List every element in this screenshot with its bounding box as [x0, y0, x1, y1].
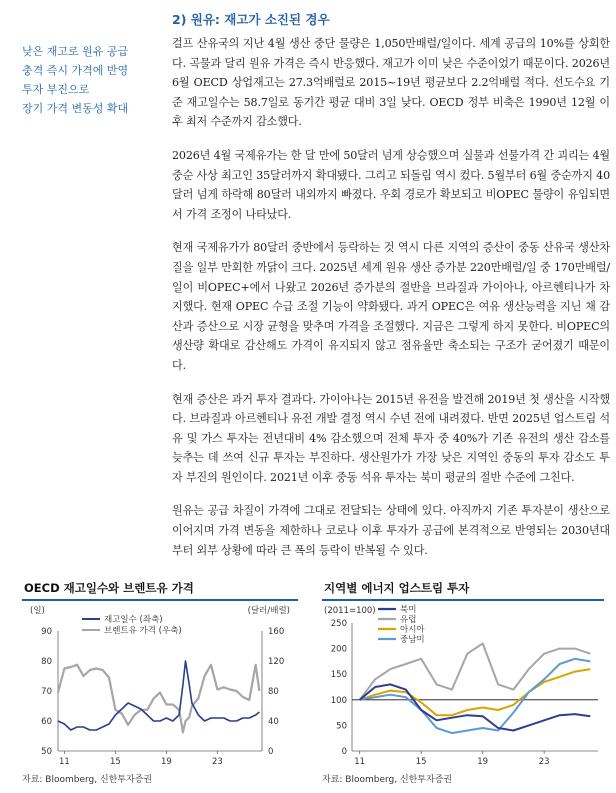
right-tick-label: 0 — [268, 747, 274, 757]
section-title: 2) 원유: 재고가 소진된 경우 — [172, 12, 330, 27]
y-axis-unit: (2011=100) — [324, 606, 376, 616]
left-axis-unit: (일) — [30, 606, 45, 616]
left-tick-label: 70 — [41, 687, 52, 697]
chart-source: 자료: Bloomberg, 신한투자증권 — [322, 775, 453, 785]
sidebar-line: 장기 가격 변동성 확대 — [22, 102, 129, 115]
chart-source: 자료: Bloomberg, 신한투자증권 — [22, 775, 153, 785]
right-tick-label: 40 — [268, 717, 279, 727]
chart-oecd-inventory-brent — [22, 576, 298, 766]
x-tick-label: 19 — [160, 757, 172, 766]
x-tick-label: 23 — [211, 757, 223, 766]
paragraph: 2026년 4월 국제유가는 한 달 만에 50달러 넘게 상승했으며 실물과 선물가격 간 괴리는 4월 중순 사상 최고인 35달러까지 확대됐다. 그리고 되돌림 역시 컸다. 5월부터 6월 중순까지 40달러 넘게 하락해 80달러 내외까지 빠졌다. 우회 경로가 확보되고 비OPEC 물량이 유입되면서 가격 조정이 나타났다. — [172, 148, 610, 221]
right-tick-label: 120 — [268, 657, 285, 667]
legend-label: 재고일수 (좌축) — [104, 615, 163, 625]
paragraph: 현재 국제유가가 80달러 중반에서 등락하는 것 역시 다른 지역의 증산이 중동 산유국 생산차질을 일부 만회한 까닭이 크다. 2025년 세계 원유 생산 증가분 220만배럴/일 중 170만배럴/일이 비OPEC+에서 나왔고 2026년 증가분의 절반을 브라질과 가이아나, 아르헨티나가 차지했다. 현재 OPEC 수급 조절 기능이 약화됐다. 과거 OPEC은 여유 생산능력을 지닌 채 감산과 증산으로 시장 균형을 맞추며 가격을 조절했다. 지금은 그렇게 하지 못한다. 비OPEC의 생산량 확대로 감산해도 가격이 유지되지 않고 점유율만 축소되는 구조가 굳어졌기 때문이다. — [172, 241, 610, 372]
left-tick-label: 50 — [41, 747, 52, 757]
chart-upstream-investment — [322, 576, 604, 766]
right-tick-label: 160 — [268, 627, 285, 637]
right-axis-unit: (달러/배럴) — [247, 606, 290, 616]
y-tick-label: 200 — [330, 644, 347, 655]
left-tick-label: 90 — [41, 627, 52, 637]
y-tick-label: 50 — [336, 721, 347, 732]
series-line — [360, 659, 591, 733]
right-tick-label: 80 — [268, 687, 279, 697]
paragraph: 현재 증산은 과거 투자 결과다. 가이아나는 2015년 유전을 발견해 2019년 첫 생산을 시작했다. 브라질과 아르헨티나 유전 개발 결정 역시 수년 전에 내려졌다. 반면 2025년 업스트림 석유 및 가스 투자는 전년대비 4% 감소했으며 전체 투자 중 40%가 기존 유전의 생산 감소를 늦추는 데 쓰여 신규 투자는 부진하다. 생산원가가 가장 낮은 지역인 중동의 투자 감소도 투자 부진의 원인이다. 2021년 이후 중동 석유 투자는 북미 평균의 절반 수준에 그친다. — [172, 392, 610, 484]
chart-oecd-inventory-brent-svg — [22, 601, 298, 766]
legend-label: 중남미 — [400, 635, 425, 645]
x-tick-label: 11 — [354, 757, 366, 766]
legend-label: 브렌트유 가격 (우축) — [104, 626, 182, 636]
series-line — [58, 665, 259, 733]
left-tick-label: 80 — [41, 657, 52, 667]
paragraph: 원유는 공급 차질이 가격에 그대로 전달되는 상태에 있다. 아직까지 기존 투자분이 생산으로 이어지며 가격 변동을 제한하나 코로나 이후 투자가 공급에 본격적으로 반영되는 2030년대부터 외부 상황에 따라 큰 폭의 등락이 반복될 수 있다. — [172, 504, 610, 557]
y-tick-label: 0 — [341, 747, 347, 757]
x-tick-label: 23 — [538, 757, 550, 766]
x-tick-label: 11 — [58, 757, 70, 766]
article-body — [172, 34, 610, 574]
sidebar-summary — [22, 42, 162, 118]
x-tick-label: 15 — [109, 757, 121, 766]
sidebar-line: 낮은 재고로 원유 공급 — [22, 45, 129, 58]
series-line — [360, 669, 591, 715]
y-tick-label: 250 — [330, 619, 347, 629]
left-tick-label: 60 — [41, 717, 52, 727]
sidebar-line: 충격 즉시 가격에 반영 — [22, 64, 129, 77]
chart-title: OECD 재고일수와 브렌트유 가격 — [22, 576, 298, 601]
chart-upstream-investment-svg — [322, 601, 604, 766]
chart-title: 지역별 에너지 업스트림 투자 — [322, 576, 604, 601]
y-tick-label: 150 — [330, 670, 347, 681]
paragraph: 걸프 산유국의 지난 4월 생산 중단 물량은 1,050만배럴/일이다. 세계 공급의 10%를 상회한다. 곡물과 달리 원유 가격은 즉시 반응했다. 재고가 이미 낮은 수준이었기 때문이다. 2026년 6월 OECD 상업재고는 27.3억배럴로 2015~19년 평균보다 2.2억배럴 적다. 선도수요 기준 재고일수는 58.7일로 동기간 평균 대비 3일 낮다. OECD 정부 비축은 1990년 12월 이후 최저 수준까지 감소했다. — [172, 37, 610, 129]
x-tick-label: 15 — [415, 757, 427, 766]
legend-label: 유럽 — [400, 615, 417, 625]
legend-label: 아시아 — [400, 625, 425, 635]
sidebar-line: 투자 부진으로 — [22, 83, 90, 96]
legend-label: 북미 — [400, 605, 417, 615]
x-tick-label: 19 — [477, 757, 489, 766]
y-tick-label: 100 — [330, 695, 347, 706]
